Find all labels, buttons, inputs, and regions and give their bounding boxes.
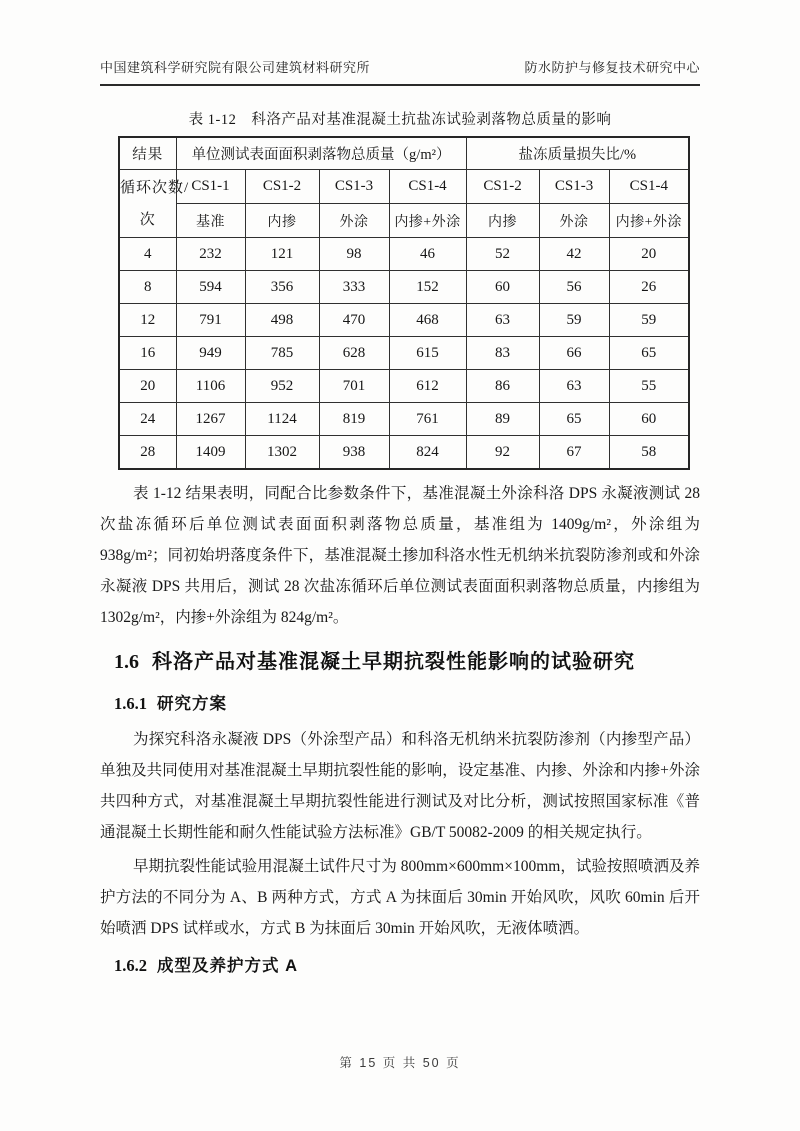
value-cell: 60 — [609, 403, 689, 436]
value-cell: 1409 — [176, 436, 245, 470]
value-cell: 58 — [609, 436, 689, 470]
table-row — [119, 238, 689, 271]
value-cell: 468 — [389, 304, 466, 337]
table-caption: 表 1-12 科洛产品对基准混凝土抗盐冻试验剥落物总质量的影响 — [188, 112, 612, 128]
subsection-number: 1.6.2 — [114, 956, 147, 975]
treatment-cell: 内掺+外涂 — [389, 204, 466, 238]
value-cell: 594 — [176, 271, 245, 304]
table-sample-id-row — [119, 170, 689, 204]
sample-id-cell: CS1-3 — [539, 170, 609, 204]
value-cell: 66 — [539, 337, 609, 370]
results-table — [118, 136, 690, 470]
header-left-text: 中国建筑科学研究院有限公司建筑材料研究所 — [100, 60, 371, 75]
value-cell: 612 — [389, 370, 466, 403]
treatment-cell: 内掺+外涂 — [609, 204, 689, 238]
value-cell: 83 — [466, 337, 539, 370]
table-row — [119, 337, 689, 370]
treatment-cell: 基准 — [176, 204, 245, 238]
value-cell: 65 — [609, 337, 689, 370]
group-header-spalled-mass: 单位测试表面面积剥落物总质量（g/m²） — [176, 137, 466, 170]
value-cell: 67 — [539, 436, 609, 470]
value-cell: 52 — [466, 238, 539, 271]
cycle-cell: 28 — [119, 436, 176, 470]
value-cell: 356 — [245, 271, 319, 304]
paragraph-research-scheme: 为探究科洛永凝液 DPS（外涂型产品）和科洛无机纳米抗裂防渗剂（内掺型产品）单独及共同使用对基准混凝土早期抗裂性能的影响，设定基准、内掺、外涂和内掺+外涂共四种方式，对基准混凝土早期抗裂性能进行测试及对比分析，测试按照国家标准《普通混凝土长期性能和耐久性能试验方法标准》GB/T 50082-2009 的相关规定执行。 — [100, 731, 700, 841]
header-right-text: 防水防护与修复技术研究中心 — [524, 60, 700, 75]
value-cell: 938 — [319, 436, 389, 470]
value-cell: 333 — [319, 271, 389, 304]
subsection-heading-1-6-1 — [114, 692, 700, 716]
value-cell: 98 — [319, 238, 389, 271]
corner-cell-cycles: 循环次数/次 — [119, 170, 176, 238]
sample-id-cell: CS1-3 — [319, 170, 389, 204]
value-cell: 20 — [609, 238, 689, 271]
section-title: 科洛产品对基准混凝土早期抗裂性能影响的试验研究 — [152, 651, 635, 673]
value-cell: 42 — [539, 238, 609, 271]
sample-id-cell: CS1-4 — [609, 170, 689, 204]
treatment-cell: 内掺 — [245, 204, 319, 238]
value-cell: 824 — [389, 436, 466, 470]
value-cell: 498 — [245, 304, 319, 337]
subsection-title: 研究方案 — [157, 695, 227, 713]
value-cell: 1267 — [176, 403, 245, 436]
value-cell: 55 — [609, 370, 689, 403]
table-treatment-row — [119, 204, 689, 238]
group-header-mass-loss: 盐冻质量损失比/% — [466, 137, 689, 170]
paragraph-specimen-detail: 早期抗裂性能试验用混凝土试件尺寸为 800mm×600mm×100mm，试验按照喷洒及养护方法的不同分为 A、B 两种方式，方式 A 为抹面后 30min 开始风吹，风吹 60min 后开始喷洒 DPS 试样或水，方式 B 为抹面后 30min 开始风吹，无液体喷洒。 — [100, 858, 700, 937]
value-cell: 949 — [176, 337, 245, 370]
value-cell: 791 — [176, 304, 245, 337]
sample-id-cell: CS1-2 — [466, 170, 539, 204]
cycle-cell: 24 — [119, 403, 176, 436]
cycle-cell: 8 — [119, 271, 176, 304]
table-row — [119, 271, 689, 304]
value-cell: 121 — [245, 238, 319, 271]
value-cell: 63 — [466, 304, 539, 337]
table-row — [119, 403, 689, 436]
section-heading-1-6 — [114, 648, 700, 676]
value-cell: 86 — [466, 370, 539, 403]
value-cell: 1302 — [245, 436, 319, 470]
table-row — [119, 436, 689, 470]
corner-cell-top: 结果 — [119, 137, 176, 170]
cycle-cell: 12 — [119, 304, 176, 337]
page-number: 第 15 页 共 50 页 — [339, 1056, 461, 1070]
cycle-cell: 20 — [119, 370, 176, 403]
value-cell: 56 — [539, 271, 609, 304]
value-cell: 615 — [389, 337, 466, 370]
value-cell: 63 — [539, 370, 609, 403]
treatment-cell: 内掺 — [466, 204, 539, 238]
value-cell: 1124 — [245, 403, 319, 436]
subsection-number: 1.6.1 — [114, 694, 147, 713]
value-cell: 232 — [176, 238, 245, 271]
table-row — [119, 304, 689, 337]
value-cell: 46 — [389, 238, 466, 271]
section-number: 1.6 — [114, 651, 139, 673]
cycle-cell: 16 — [119, 337, 176, 370]
value-cell: 819 — [319, 403, 389, 436]
value-cell: 152 — [389, 271, 466, 304]
value-cell: 628 — [319, 337, 389, 370]
sample-id-cell: CS1-1 — [176, 170, 245, 204]
cycle-cell: 4 — [119, 238, 176, 271]
value-cell: 761 — [389, 403, 466, 436]
treatment-cell: 外涂 — [539, 204, 609, 238]
subsection-title: 成型及养护方式 A — [157, 957, 298, 975]
paragraph-table-discussion: 表 1-12 结果表明，同配合比参数条件下，基准混凝土外涂科洛 DPS 永凝液测试 28 次盐冻循环后单位测试表面面积剥落物总质量，基准组为 1409g/m²，外涂组为 938g/m²；同初始坍落度条件下，基准混凝土掺加科洛水性无机纳米抗裂防渗剂或和外涂永凝液 DPS 共用后，测试 28 次盐冻循环后单位测试表面面积剥落物总质量，内掺组为 1302g/m²，内掺+外涂组为 824g/m²。 — [100, 485, 700, 626]
table-row — [119, 370, 689, 403]
table-group-header-row — [119, 137, 689, 170]
subsection-heading-1-6-2 — [114, 954, 700, 978]
value-cell: 59 — [539, 304, 609, 337]
value-cell: 65 — [539, 403, 609, 436]
value-cell: 1106 — [176, 370, 245, 403]
sample-id-cell: CS1-2 — [245, 170, 319, 204]
value-cell: 952 — [245, 370, 319, 403]
value-cell: 60 — [466, 271, 539, 304]
value-cell: 26 — [609, 271, 689, 304]
sample-id-cell: CS1-4 — [389, 170, 466, 204]
value-cell: 470 — [319, 304, 389, 337]
value-cell: 92 — [466, 436, 539, 470]
value-cell: 785 — [245, 337, 319, 370]
page-header — [100, 0, 700, 86]
value-cell: 59 — [609, 304, 689, 337]
treatment-cell: 外涂 — [319, 204, 389, 238]
value-cell: 89 — [466, 403, 539, 436]
value-cell: 701 — [319, 370, 389, 403]
